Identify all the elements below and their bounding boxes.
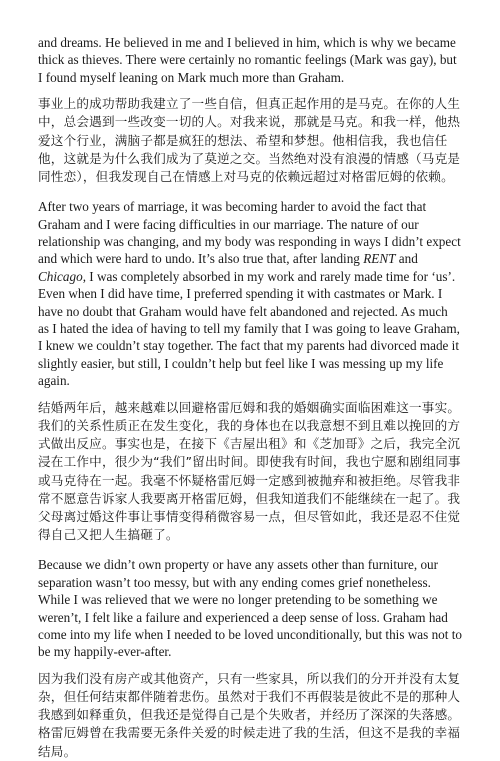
title-rent: RENT: [363, 251, 396, 267]
title-chicago: Chicago: [38, 268, 83, 284]
paragraph-1-chinese: 事业上的成功帮助我建立了一些自信，但真正起作用的是马克。在你的人生中，总会遇到一些改变一切的人。对我来说，那就是马克。和我一样，他热爱这个行业，满脑子都是疯狂的想法、希望和梦想。他相信我，我也信任他，这就是为什么我们成为了莫逆之交。当然绝对没有浪漫的情感（马克是同性恋），但我发现自己在情感上对马克的依赖远超过对格雷厄姆的依赖。: [38, 96, 461, 185]
paragraph-3-english: Because we didn’t own property or have any assets other than furniture, our separation wasn’t too messy, but with any ending comes grief nonetheless. While I was relieved that we were no longer pretending to be something we weren’t, I felt like a failure and experienced a deep sense of loss. Graham had come into my life when I needed to be loved unconditionally, but this was not to be my happily-ever-after.: [38, 557, 462, 660]
paragraph-2-english-and: and: [395, 251, 418, 267]
paragraph-2-english: [38, 198, 462, 389]
paragraph-1-english: and dreams. He believed in me and I believed in him, which is why we became thick as thieves. There were certainly no romantic feelings (Mark was gay), but I found myself leaning on Mark much more than Graham.: [38, 35, 457, 85]
paragraph-2-english-part-a: After two years of marriage, it was becoming harder to avoid the fact that Graham and I were facing difficulties in our marriage. The nature of our relationship was changing, and my body was responding in ways I didn’t expect and which were hard to undo. It’s also true that, after landing: [38, 199, 461, 267]
document-page: [38, 34, 462, 761]
paragraph-3-chinese: 因为我们没有房产或其他资产，只有一些家具，所以我们的分开并没有太复杂，但任何结束都伴随着悲伤。虽然对于我们不再假装是彼此不是的那种人我感到如释重负，但我还是觉得自己是个失败者，并经历了深深的失落感。格雷厄姆曾在我需要无条件关爱的时候走进了我的生活，但这不是我的幸福结局。: [38, 670, 461, 759]
paragraph-2-chinese: 结婚两年后，越来越难以回避格雷厄姆和我的婚姻确实面临困难这一事实。我们的关系性质正在发生变化，我的身体也在以我意想不到且难以挽回的方式做出反应。事实也是，在接下《吉屋出租》和《芝加哥》之后，我完全沉浸在工作中，很少为“我们”留出时间。即使我有时间，我也宁愿和剧组同事或马克待在一起。我毫不怀疑格雷厄姆一定感到被抛弃和被拒绝。尽管我非常不愿意告诉家人我要离开格雷厄姆，但我知道我们不能继续在一起了。我父母离过婚这件事让事情变得稍微容易一点，但尽管如此，我还是忍不住觉得自己又把人生搞砸了。: [38, 399, 461, 543]
paragraph-2-english-part-b: , I was completely absorbed in my work and rarely made time for ‘us’. Even when I did have time, I preferred spending it with castmates or Mark. I have no doubt that Graham would have felt abandoned and rejected. As much as I hated the idea of having to tell my family that I was going to leave Graham, I knew we couldn’t stay together. The fact that my parents had divorced made it slightly easier, but still, I couldn’t help but feel like I was messing up my life again.: [38, 268, 460, 389]
